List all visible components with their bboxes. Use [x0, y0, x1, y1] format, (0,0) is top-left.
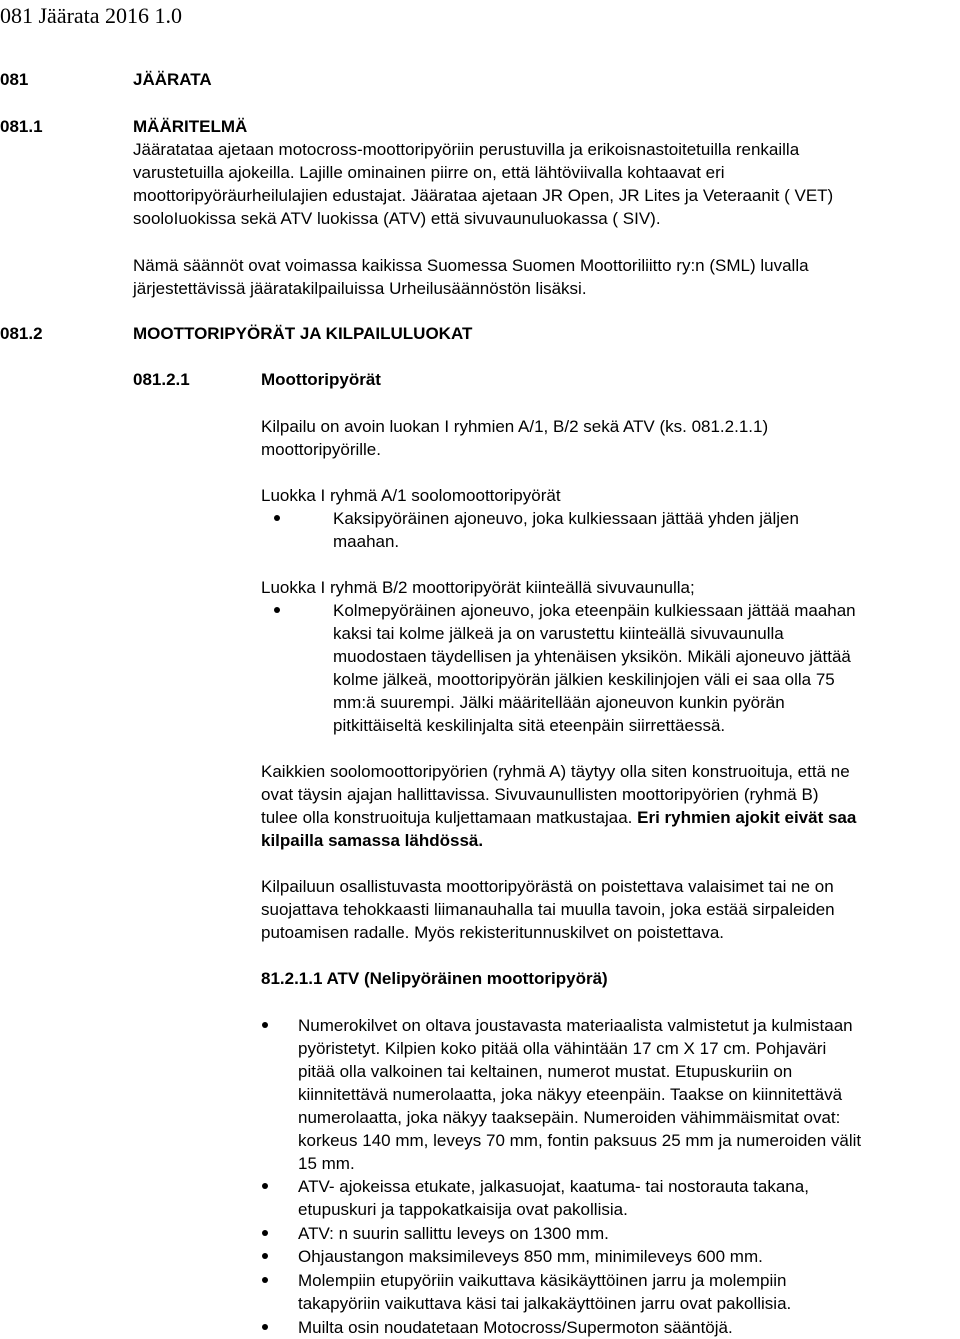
rules-line: järjestettävissä jääratakilpailuissa Urheilusäännöstön lisäksi.	[133, 279, 587, 298]
atv-bullet-1	[298, 1014, 960, 1175]
atv-bullet-4	[298, 1245, 960, 1268]
a1-bullet	[333, 507, 960, 553]
bullet-dot	[274, 515, 280, 521]
bullet-dot	[262, 1183, 268, 1189]
definition-line: Jääratataa ajetaan motocross-moottoripyöriin perustuvilla ja erikoisnastoitetuilla renkailla	[133, 140, 800, 159]
atv-bullet-line: ATV: n suurin sallittu leveys on 1300 mm.	[298, 1224, 609, 1243]
bullet-dot	[262, 1277, 268, 1283]
b2-bullet-line: mm:ä suurempi. Jälki määritellään ajoneuvon kunkin pyörän	[333, 693, 785, 712]
bullet-dot	[262, 1022, 268, 1028]
definition-paragraph	[133, 138, 960, 230]
bullet-dot	[262, 1230, 268, 1236]
rules-paragraph	[133, 254, 960, 300]
bullet-dot	[262, 1324, 268, 1330]
lights-paragraph	[261, 875, 960, 944]
a1-bullet-line: maahan.	[333, 532, 400, 551]
section-0811-number: 081.1	[0, 117, 43, 136]
lights-line: suojattava tehokkaasti liimanauhalla tai muulla tavoin, joka estää sirpaleiden	[261, 900, 835, 919]
construct-text: tulee olla konstruoituja kuljettamaan matkustajaa.	[261, 808, 633, 827]
construct-line: Kaikkien soolomoottoripyörien (ryhmä A) täytyy olla siten konstruoituja, että ne	[261, 762, 850, 781]
construct-bold-text: Eri ryhmien ajokit eivät saa	[632, 808, 857, 827]
section-081-number: 081	[0, 70, 29, 89]
atv-bullet-line: Numerokilvet on oltava joustavasta materiaalista valmistetut ja kulmistaan	[298, 1016, 853, 1035]
atv-bullet-5	[298, 1269, 960, 1315]
definition-line: moottoripyöräurheilulajien edustajat. Jäärataa ajetaan JR Open, JR Lites ja Veteraanit ( VET)	[133, 186, 834, 205]
atv-bullet-line: Molempiin etupyöriin vaikuttava käsikäyttöinen jarru ja molempiin	[298, 1271, 787, 1290]
bullet-dot	[262, 1253, 268, 1259]
construct-bold-line: kilpailla samassa lähdössä.	[261, 831, 484, 850]
bullet-dot	[274, 607, 280, 613]
atv-bullet-line: pyöristetyt. Kilpien koko pitää olla vähintään 17 cm X 17 cm. Pohjaväri	[298, 1039, 827, 1058]
section-08121-title: Moottoripyörät	[261, 370, 381, 389]
atv-bullet-6	[298, 1316, 960, 1339]
section-0812-title: MOOTTORIPYÖRÄT JA KILPAILULUOKAT	[133, 324, 473, 343]
intro-paragraph	[261, 415, 960, 461]
intro-line: moottoripyörille.	[261, 440, 381, 459]
section-0811-title: MÄÄRITELMÄ	[133, 117, 248, 136]
atv-bullet-line: Ohjaustangon maksimileveys 850 mm, minimileveys 600 mm.	[298, 1247, 763, 1266]
section-08121-number: 081.2.1	[133, 370, 190, 389]
construct-line: ovat täysin ajajan hallittavissa. Sivuvaunullisten moottoripyörien (ryhmä B)	[261, 785, 819, 804]
atv-bullet-line: kiinnitettävä numerolaatta, joka näkyy eteenpäin. Taakse on kiinnitettävä	[298, 1085, 843, 1104]
b2-heading: Luokka I ryhmä B/2 moottoripyörät kiinteällä sivuvaunulla;	[261, 578, 695, 597]
b2-bullet-line: muodostaen täydellisen ja yhtenäisen yksikön. Mikäli ajoneuvo jättää	[333, 647, 851, 666]
atv-bullet-2	[298, 1175, 960, 1221]
lights-line: putoamisen radalle. Myös rekisteritunnuskilvet on poistettava.	[261, 923, 725, 942]
b2-bullet	[333, 599, 960, 737]
atv-bullet-line: numerolaatta, joka näkyy taaksepäin. Numeroiden vähimmäismitat ovat:	[298, 1108, 841, 1127]
section-081-title: JÄÄRATA	[133, 70, 212, 89]
lights-line: Kilpailuun osallistuvasta moottoripyörästä on poistettava valaisimet tai ne on	[261, 877, 834, 896]
definition-line: varustetuilla ajokeilla. Lajille ominainen piirre on, että lähtöviivalla kohtaavat eri	[133, 163, 725, 182]
construct-line	[261, 806, 960, 829]
atv-bullet-line: pitää olla valkoinen tai keltainen, numerot mustat. Etupuskuriin on	[298, 1062, 793, 1081]
b2-bullet-line: pitkittäiseltä keskilinjalta sitä eteenpäin siirrettäessä.	[333, 716, 726, 735]
atv-bullet-line: Muilta osin noudatetaan Motocross/Supermoton sääntöjä.	[298, 1318, 733, 1337]
section-812111-title: 81.2.1.1 ATV (Nelipyöräinen moottoripyörä)	[261, 969, 608, 988]
b2-bullet-line: kolme jälkeä, moottoripyörän jälkien keskilinjojen väli ei saa olla 75	[333, 670, 835, 689]
b2-bullet-line: kaksi tai kolme jälkeä ja on varustettu kiinteällä sivuvaunulla	[333, 624, 784, 643]
atv-bullet-line: korkeus 140 mm, leveys 70 mm, fontin paksuus 25 mm ja numeroiden välit	[298, 1131, 862, 1150]
atv-bullet-3	[298, 1222, 960, 1245]
section-0812-number: 081.2	[0, 324, 43, 343]
document-header: 081 Jäärata 2016 1.0	[0, 3, 183, 28]
intro-line: Kilpailu on avoin luokan I ryhmien A/1, B/2 sekä ATV (ks. 081.2.1.1)	[261, 417, 769, 436]
b2-bullet-line: Kolmepyöräinen ajoneuvo, joka eteenpäin kulkiessaan jättää maahan	[333, 601, 856, 620]
atv-bullet-line: 15 mm.	[298, 1154, 355, 1173]
rules-line: Nämä säännöt ovat voimassa kaikissa Suomessa Suomen Moottoriliitto ry:n (SML) luvalla	[133, 256, 809, 275]
a1-bullet-line: Kaksipyöräinen ajoneuvo, joka kulkiessaan jättää yhden jäljen	[333, 509, 799, 528]
atv-bullet-line: ATV- ajokeissa etukate, jalkasuojat, kaatuma- tai nostorauta takana,	[298, 1177, 809, 1196]
atv-bullet-line: etupuskuri ja tappokatkaisija ovat pakollisia.	[298, 1200, 628, 1219]
atv-bullet-line: takapyöriin vaikuttava käsi tai jalkakäyttöinen jarru ovat pakollisia.	[298, 1294, 792, 1313]
definition-line: sooloIuokissa sekä ATV luokissa (ATV) että sivuvaunuluokassa ( SIV).	[133, 209, 661, 228]
construct-paragraph	[261, 760, 960, 852]
a1-heading: Luokka I ryhmä A/1 soolomoottoripyörät	[261, 486, 561, 505]
